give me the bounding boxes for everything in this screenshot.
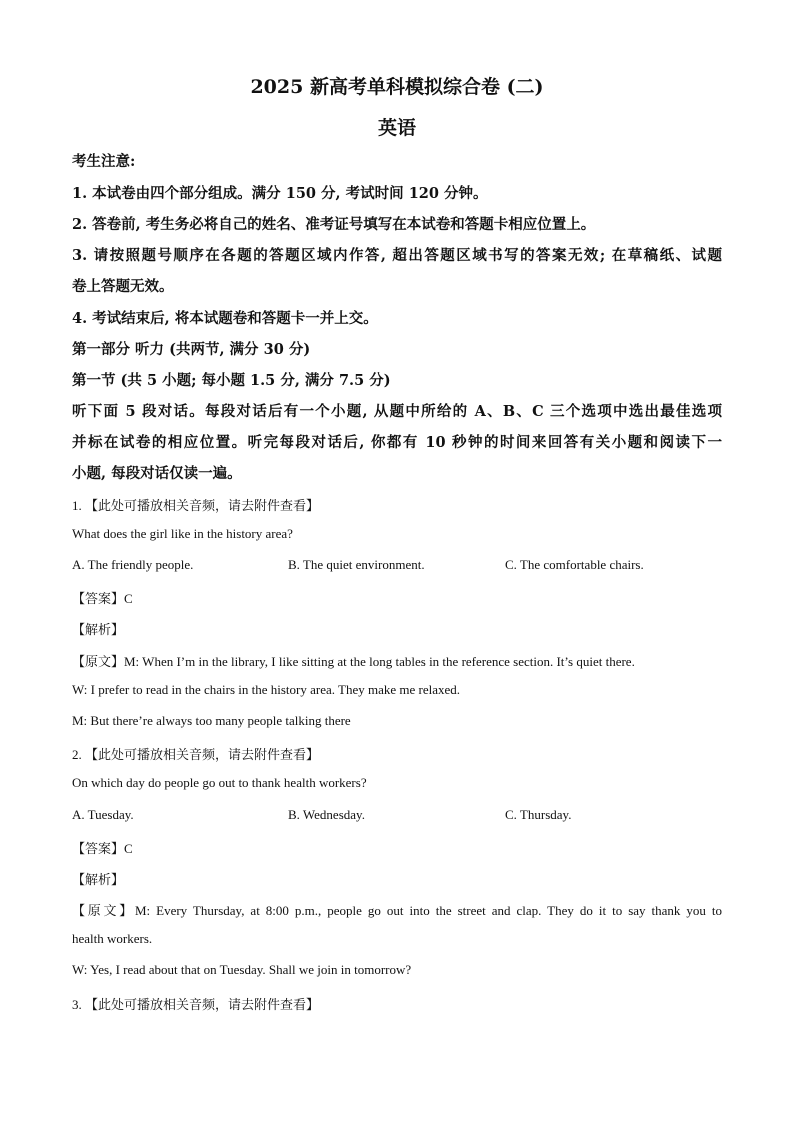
q1-audio-note: 1. 【此处可播放相关音频，请去附件查看】 <box>72 498 320 513</box>
q2-option-b: B. Wednesday. <box>288 807 365 822</box>
q1-option-b: B. The quiet environment. <box>288 557 425 572</box>
q1-question: What does the girl like in the history area? <box>72 526 293 541</box>
part-heading: 第一部分 听力 (共两节, 满分 30 分) <box>72 341 311 358</box>
exam-title: 2025 新高考单科模拟综合卷 (二) <box>250 76 544 98</box>
q1-option-c: C. The comfortable chairs. <box>505 557 644 572</box>
q2-question: On which day do people go out to thank health workers? <box>72 775 367 790</box>
q1-answer: 【答案】C <box>72 591 133 606</box>
q1-transcript-1: 【原文】M: When I’m in the library, I like sitting at the long tables in the reference section. It’s quiet there. <box>72 654 635 669</box>
q2-option-a: A. Tuesday. <box>72 807 134 822</box>
instructions-line-2: 并标在试卷的相应位置。听完每段对话后, 你都有 10 秒钟的时间来回答有关小题和阅读下一 <box>72 434 722 451</box>
q1-transcript-3: M: But there’re always too many people talking there <box>72 713 351 728</box>
q1-option-a: A. The friendly people. <box>72 557 194 572</box>
q2-analysis: 【解析】 <box>72 872 125 887</box>
q3-audio-note: 3. 【此处可播放相关音频，请去附件查看】 <box>72 997 320 1012</box>
section1-heading: 第一节 (共 5 小题; 每小题 1.5 分, 满分 7.5 分) <box>72 372 391 389</box>
q2-transcript-1: 【原文】M: Every Thursday, at 8:00 p.m., people go out into the street and clap. They do it to say thank you to <box>72 903 722 918</box>
q1-analysis: 【解析】 <box>72 622 125 637</box>
notice-item-3: 3. 请按照题号顺序在各题的答题区域内作答, 超出答题区域书写的答案无效; 在草稿纸、试题 <box>72 247 722 264</box>
notice-item-1: 1. 本试卷由四个部分组成。满分 150 分, 考试时间 120 分钟。 <box>72 185 488 202</box>
notice-heading: 考生注意: <box>72 153 136 170</box>
q2-audio-note: 2. 【此处可播放相关音频，请去附件查看】 <box>72 747 320 762</box>
instructions-line-3: 小题, 每段对话仅读一遍。 <box>72 465 242 482</box>
q2-answer: 【答案】C <box>72 841 133 856</box>
q2-transcript-2: health workers. <box>72 931 153 946</box>
notice-item-2: 2. 答卷前, 考生务必将自己的姓名、准考证号填写在本试卷和答题卡相应位置上。 <box>72 216 596 233</box>
q2-option-c: C. Thursday. <box>505 807 572 822</box>
notice-item-4: 4. 考试结束后, 将本试题卷和答题卡一并上交。 <box>72 310 378 327</box>
instructions-line-1: 听下面 5 段对话。每段对话后有一个小题, 从题中所给的 A、B、C 三个选项中选出最佳选项 <box>72 403 722 420</box>
q1-transcript-2: W: I prefer to read in the chairs in the history area. They make me relaxed. <box>72 682 461 697</box>
exam-subject: 英语 <box>377 117 416 139</box>
q2-transcript-3: W: Yes, I read about that on Tuesday. Shall we join in tomorrow? <box>72 962 412 977</box>
notice-item-3-cont: 卷上答题无效。 <box>72 278 174 295</box>
